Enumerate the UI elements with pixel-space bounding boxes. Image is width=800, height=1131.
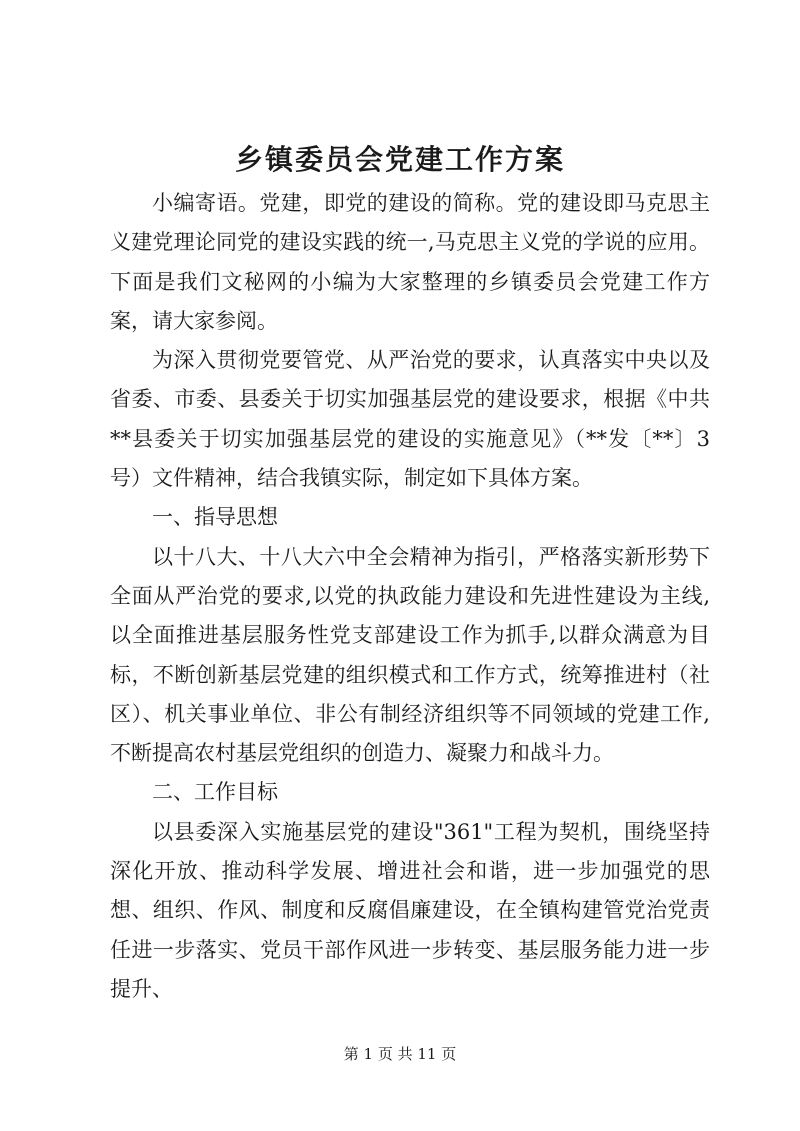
section-heading-guiding-ideology: 一、指导思想 (152, 505, 278, 530)
document-body (110, 184, 710, 1009)
document-title: 乡镇委员会党建工作方案 (234, 143, 565, 176)
paragraph-intro: 小编寄语。党建，即党的建设的简称。党的建设即马克思主义建党理论同党的建设实践的统一,马克思主义党的学说的应用。下面是我们文秘网的小编为大家整理的乡镇委员会党建工作方案，请大家参阅。 (110, 191, 710, 333)
paragraph-purpose: 为深入贯彻党要管党、从严治党的要求，认真落实中央以及省委、市委、县委关于切实加强基层党的建设要求，根据《中共**县委关于切实加强基层党的建设的实施意见》（**发〔**〕3号）文件精神，结合我镇实际，制定如下具体方案。 (110, 348, 710, 491)
section-heading-work-goals: 二、工作目标 (152, 780, 278, 805)
page-number-footer: 第 1 页 共 11 页 (343, 1045, 457, 1063)
paragraph-work-goals: 以县委深入实施基层党的建设"361"工程为契机，围绕坚持深化开放、推动科学发展、增进社会和谐，进一步加强党的思想、组织、作风、制度和反腐倡廉建设，在全镇构建管党治党责任进一步落实、党员干部作风进一步转变、基层服务能力进一步提升、 (110, 819, 710, 1001)
paragraph-guiding-ideology: 以十八大、十八大六中全会精神为指引，严格落实新形势下全面从严治党的要求,以党的执政能力建设和先进性建设为主线,以全面推进基层服务性党支部建设工作为抓手,以群众满意为目标，不断创新基层党建的组织模式和工作方式，统筹推进村（社区）、机关事业单位、非公有制经济组织等不同领域的党建工作,不断提高农村基层党组织的创造力、凝聚力和战斗力。 (110, 544, 710, 766)
